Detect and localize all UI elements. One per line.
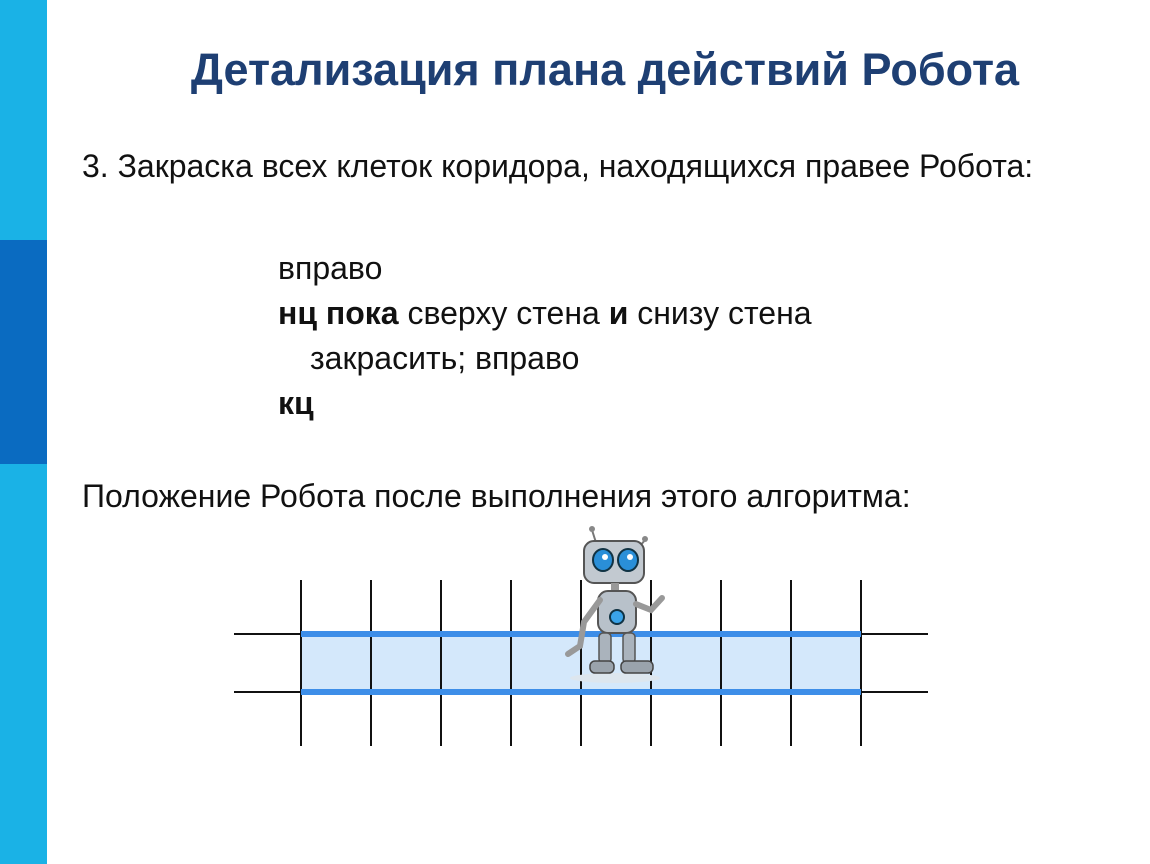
result-text: Положение Робота после выполнения этого алгоритма: (82, 478, 911, 514)
code-line-1: вправо (278, 250, 383, 286)
slide-title: Детализация плана действий Робота (190, 44, 1020, 95)
keyword-nc-poka: нц пока (278, 295, 399, 331)
code-line-3: закрасить; вправо (310, 340, 580, 376)
code-line-4: кц (278, 385, 314, 421)
task-text: 3. Закраска всех клеток коридора, находящихся правее Робота: (82, 148, 1034, 184)
keyword-i: и (608, 295, 629, 331)
code-text: сверху стена (398, 295, 609, 331)
code-text: снизу стена (628, 295, 812, 331)
